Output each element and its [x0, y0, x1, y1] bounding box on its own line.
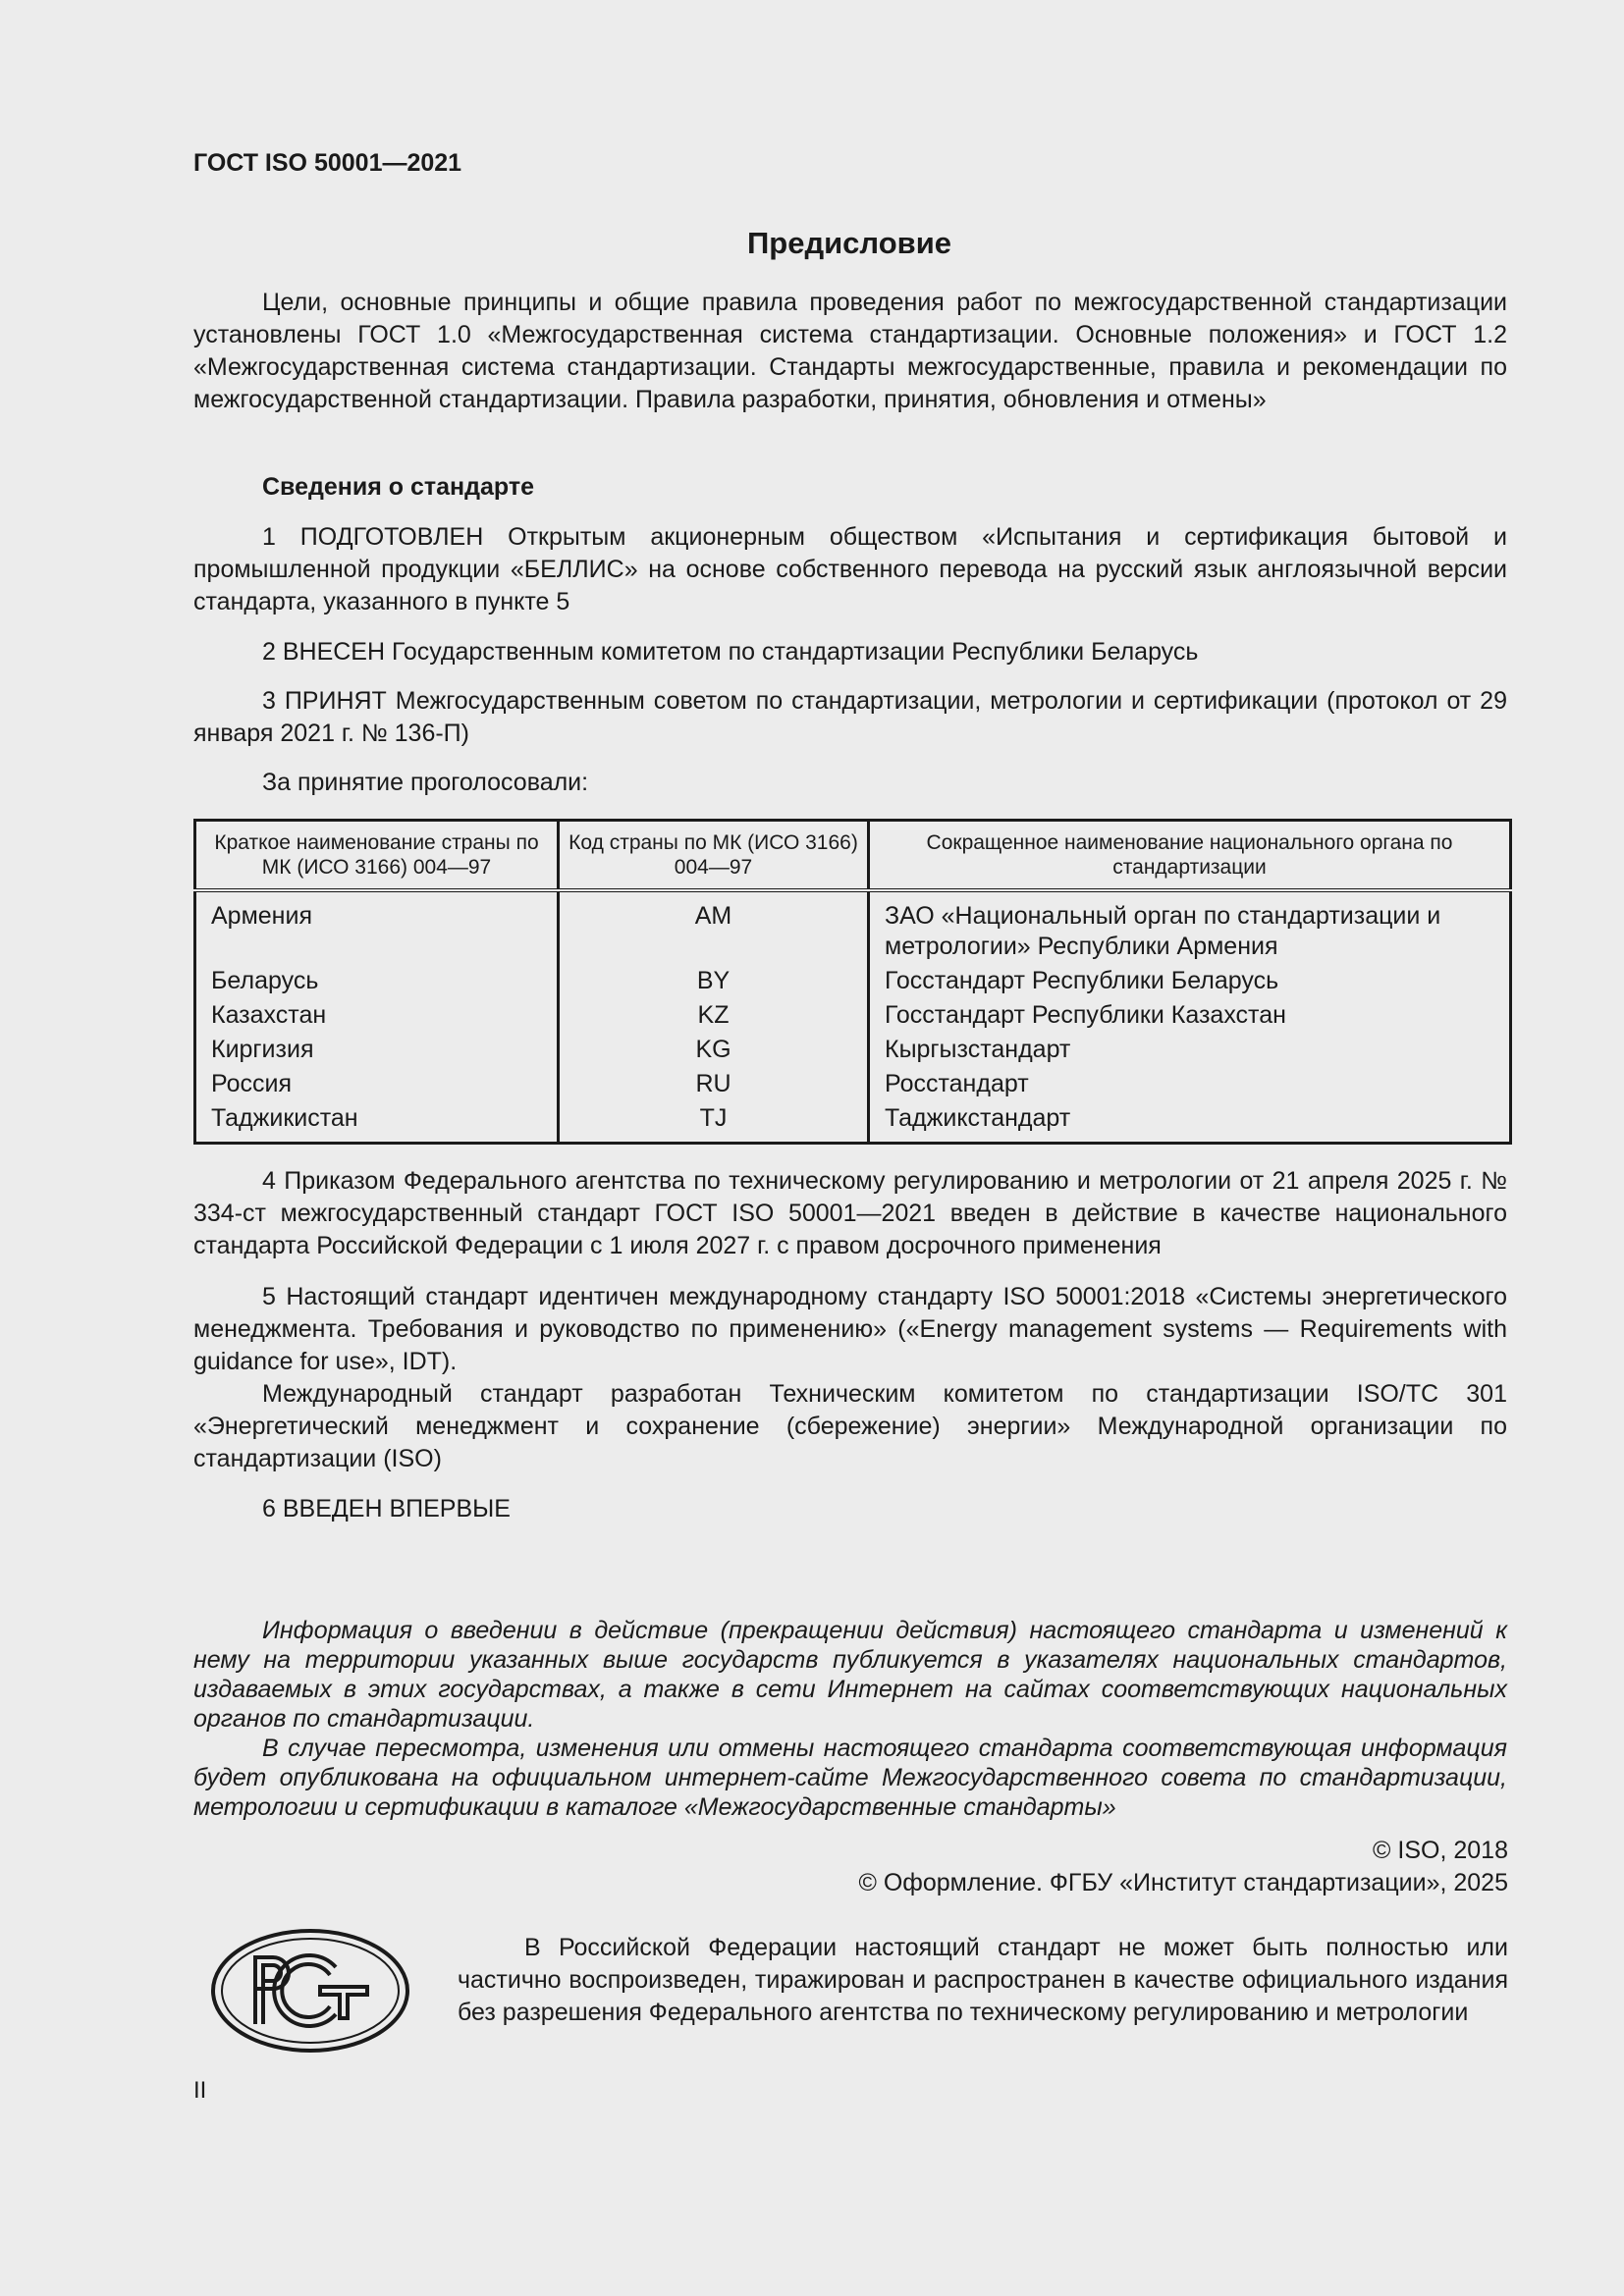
intro-paragraph: Цели, основные принципы и общие правила проведения работ по межгосударственной стандартизации установлены ГОСТ 1.0 «Межгосударственная система стандартизации. Основные положения» и ГОСТ 1.2 «Межгосударственная система стандартизации. Стандарты межгосударственные, правила и рекомендации по межгосударственной стандартизации. Правила разработки, принятия, обновления и отмены» — [193, 289, 1507, 413]
country-cell: Россия — [195, 1068, 559, 1102]
copyright-iso: © ISO, 2018 — [1373, 1837, 1508, 1864]
page-number: II — [193, 2077, 207, 2104]
item-4-text: 4 Приказом Федерального агентства по техническому регулированию и метрологии от 21 апреля 2025 г. № 334-ст межгосударственный стандарт ГОСТ ISO 50001—2021 введен в действие в качестве национального стандарта Российской Федерации с 1 июля 2027 г. с правом досрочного применения — [193, 1167, 1507, 1259]
body-cell: Кыргызстандарт — [869, 1034, 1511, 1068]
code-cell: KZ — [559, 999, 869, 1034]
table-row — [195, 999, 1511, 1034]
voting-countries-table — [193, 819, 1512, 1145]
info-paragraph-1: Информация о введении в действие (прекращении действия) настоящего стандарта и изменений к нему на территории указанных выше государств публикуется в указателях национальных стандартов, издаваемых в этих государствах, а также в сети Интернет на сайтах соответствующих национальных органов по стандартизации. — [193, 1617, 1507, 1733]
item-4 — [193, 1165, 1507, 1262]
item-5-note-text: Международный стандарт разработан Техническим комитетом по стандартизации ISO/TC 301 «Энергетический менеджмент и сохранение (сбережение) энергии» Международной организации по стандартизации (ISO) — [193, 1380, 1507, 1472]
code-cell: BY — [559, 965, 869, 999]
code-cell: RU — [559, 1068, 869, 1102]
item-1 — [193, 521, 1507, 618]
country-cell: Казахстан — [195, 999, 559, 1034]
item-1-text: 1 ПОДГОТОВЛЕН Открытым акционерным обществом «Испытания и сертификация бытовой и промышленной продукции «БЕЛЛИС» на основе собственного перевода на русский язык англоязычной версии стандарта, указанного в пункте 5 — [193, 523, 1507, 615]
info-paragraph-2: В случае пересмотра, изменения или отмены настоящего стандарта соответствующая информация будет опубликована на официальном интернет-сайте Межгосударственного совета по стандартизации, метрологии и сертификации в каталоге «Межгосударственные стандарты» — [193, 1735, 1507, 1821]
column-header-code: Код страны по МК (ИСО 3166) 004—97 — [559, 821, 869, 891]
body-cell: Госстандарт Республики Казахстан — [869, 999, 1511, 1034]
copyright-design: © Оформление. ФГБУ «Институт стандартизации», 2025 — [858, 1869, 1508, 1896]
item-6-text: 6 ВВЕДЕН ВПЕРВЫЕ — [262, 1495, 511, 1522]
section-heading — [193, 473, 1507, 502]
code-cell: AM — [559, 890, 869, 965]
vote-intro-text: За принятие проголосовали: — [262, 769, 589, 796]
body-cell: Госстандарт Республики Беларусь — [869, 965, 1511, 999]
intro-block — [193, 287, 1507, 416]
table-row — [195, 1034, 1511, 1068]
country-cell: Таджикистан — [195, 1102, 559, 1144]
column-header-body: Сокращенное наименование национального органа по стандартизации — [869, 821, 1511, 891]
rst-certification-mark-icon — [210, 1928, 410, 2054]
info-block — [193, 1616, 1507, 1822]
item-5-text: 5 Настоящий стандарт идентичен международному стандарту ISO 50001:2018 «Системы энергетического менеджмента. Требования и руководство по применению» («Energy management systems — Requirements with guidance for use», IDT). — [193, 1283, 1507, 1375]
vote-intro — [193, 767, 1507, 799]
document-id-header: ГОСТ ISO 50001—2021 — [193, 149, 462, 177]
reproduction-notice: В Российской Федерации настоящий стандарт не может быть полностью или частично воспроизведен, тиражирован и распространен в качестве официального издания без разрешения Федерального агентства по техническому регулированию и метрологии — [458, 1934, 1508, 2026]
body-cell: ЗАО «Национальный орган по стандартизации и метрологии» Республики Армения — [869, 890, 1511, 965]
country-cell: Беларусь — [195, 965, 559, 999]
code-cell: TJ — [559, 1102, 869, 1144]
table-row — [195, 1102, 1511, 1144]
code-cell: KG — [559, 1034, 869, 1068]
item-5 — [193, 1281, 1507, 1475]
body-cell: Росстандарт — [869, 1068, 1511, 1102]
country-cell: Армения — [195, 890, 559, 965]
table-row — [195, 965, 1511, 999]
item-2-text: 2 ВНЕСЕН Государственным комитетом по стандартизации Республики Беларусь — [262, 638, 1199, 666]
item-6 — [193, 1493, 1507, 1525]
country-cell: Киргизия — [195, 1034, 559, 1068]
page-title: Предисловие — [746, 226, 951, 260]
table-row — [195, 1068, 1511, 1102]
body-cell: Таджикстандарт — [869, 1102, 1511, 1144]
item-3 — [193, 685, 1507, 750]
table-row — [195, 890, 1511, 965]
section-heading-text: Сведения о стандарте — [262, 473, 535, 501]
item-2 — [193, 636, 1507, 668]
item-3-text: 3 ПРИНЯТ Межгосударственным советом по стандартизации, метрологии и сертификации (протокол от 29 января 2021 г. № 136-П) — [193, 687, 1507, 747]
column-header-country: Краткое наименование страны по МК (ИСО 3166) 004—97 — [195, 821, 559, 891]
table-header-row — [195, 821, 1511, 891]
